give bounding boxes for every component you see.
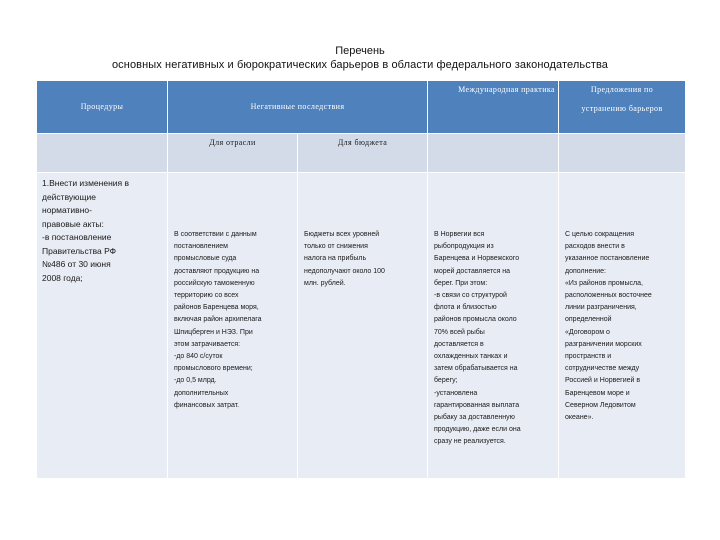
- subheader-empty-2: [428, 134, 559, 173]
- header-procedures: Процедуры: [37, 81, 168, 134]
- subheader-empty-3: [559, 134, 686, 173]
- subheader-for-industry: Для отрасли: [168, 134, 298, 173]
- cell-international-practice: [428, 173, 559, 479]
- document-title: [0, 44, 720, 72]
- procedure-text: 1.Внести изменения в действующие нормативно- правовые акты: -в постановление Правительства РФ №486 от 30 июня 2008 года;: [42, 178, 129, 283]
- header-row: [37, 81, 686, 134]
- title-line-1: Перечень: [335, 45, 385, 57]
- proposals-text: С целью сокращения расходов внести в указанное постановление дополнение: «Из районов промысла, расположенных восточнее линии разграничения, определенной «Договором о разграничении морских пространств и сотрудничестве между Россией и Норвегией в Баренцевом море и Северном Ледовитом океане».: [565, 231, 652, 422]
- table-row: [37, 173, 686, 479]
- header-international-practice: Международная практика: [428, 81, 559, 134]
- international-text: В Норвегии вся рыбопродукция из Баренцева и Норвежского морей доставляется на берег. При этом: -в связи со структурой флота и близостью районов промысла около 70% всей рыбы доставляется в охлажденных танках и затем обрабатывается на берегу; -установлена гарантированная выплата рыбаку за доставленную продукцию, даже если она сразу не реализуется.: [434, 231, 521, 446]
- cell-industry: [168, 173, 298, 479]
- budget-text: Бюджеты всех уровней только от снижения налога на прибыль недополучают около 100 млн. рублей.: [304, 231, 385, 287]
- header-negative-consequences: Негативные последствия: [168, 81, 428, 134]
- subheader-empty-1: [37, 134, 168, 173]
- cell-proposals: [559, 173, 686, 479]
- barriers-table: [36, 80, 686, 479]
- cell-procedure: [37, 173, 168, 479]
- subheader-row: [37, 134, 686, 173]
- subheader-for-budget: Для бюджета: [298, 134, 428, 173]
- title-line-2: основных негативных и бюрократических барьеров в области федерального законодательства: [111, 59, 609, 71]
- header-proposals: Предложения по устранению барьеров: [559, 81, 686, 134]
- cell-budget: [298, 173, 428, 479]
- industry-text: В соответствии с данным постановлением промысловые суда доставляют продукцию на российскую таможенную территорию со всех районов Баренцева моря, включая район архипелага Шпицберген и НЭЗ. При этом затрачивается: -до 840 с/суток промыслового времени; -до 0,5 млрд. дополнительных финансовых затрат.: [174, 231, 262, 409]
